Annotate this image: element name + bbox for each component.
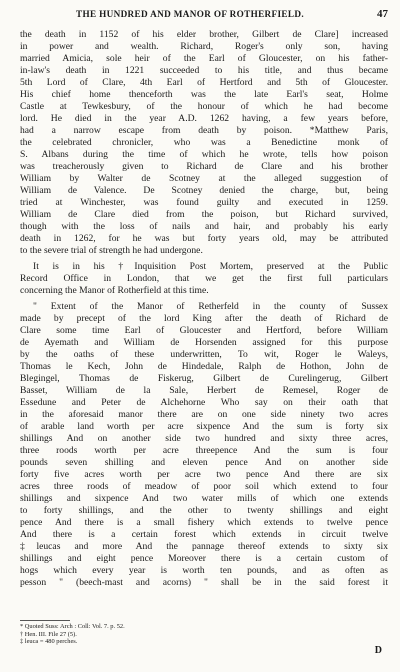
signature-mark: D bbox=[374, 645, 382, 656]
text-line: Record Office in London, that we get the first full particulars bbox=[20, 273, 388, 284]
text-line: His chief home thenceforth was the late Earl's seat, Holme bbox=[20, 89, 388, 100]
body-text bbox=[20, 29, 388, 589]
text-line: Clare some time Earl of Gloucester and Hertford, before William bbox=[20, 325, 388, 336]
text-line: though with the loss of nails and hair, and probably his early bbox=[20, 221, 388, 232]
text-line: shillings and sixpence And two water mills of which one extends bbox=[20, 493, 388, 504]
page-number: 47 bbox=[377, 8, 388, 20]
text-line: made by precept of the lord King after the death of Richard de bbox=[20, 313, 388, 324]
text-line: in-law's death in 1221 succeeded to his title, and thus became bbox=[20, 65, 388, 76]
text-line: was treacherously given to Richard de Clare and his brother bbox=[20, 161, 388, 172]
text-line: William de Valence. De Scotney denied the charge, but, being bbox=[20, 185, 388, 196]
text-line: shillings And on another side two hundred and sixty three acres, bbox=[20, 433, 388, 444]
text-line: lord. He died in the year A.D. 1262 having, a few years before, bbox=[20, 113, 388, 124]
text-line: ‡leucas and more And the pannage thereof extends to sixty six bbox=[20, 541, 388, 552]
text-line: Thomas le Kech, John de Hindedale, Ralph de Hothon, John de bbox=[20, 361, 388, 372]
text-line: forty five acres worth per acre two pence And there are six bbox=[20, 469, 388, 480]
text-line: to the severe trial of strength he had undergone. bbox=[20, 245, 203, 256]
text-line: three roods worth per acre threepence And the sum is four bbox=[20, 445, 388, 456]
footnote-leuca: ‡ leuca = 480 perches. bbox=[20, 638, 78, 645]
text-line: in the aforesaid manor there are on one side ninety two acres bbox=[20, 409, 388, 420]
footnote-inquisition: † Hen. III. File 27 (5). bbox=[20, 630, 77, 638]
text-line: And there is a certain forest which extends in circuit twelve bbox=[20, 529, 388, 540]
text-line: of arable land worth per acre sixpence And the sum is forty six bbox=[20, 421, 388, 432]
text-line: by the oaths of these underwritten, To wit, Roger le Waleys, bbox=[20, 349, 388, 360]
text-line: death in 1262, for he was but forty years old, may be attributed bbox=[20, 233, 388, 244]
text-line: It is in his †Inquisition Post Mortem, preserved at the Public bbox=[33, 261, 388, 272]
text-line: pesson " (beech-mast and acorns) " shall be in the said forest it bbox=[20, 577, 388, 588]
text-line: shillings and eight pence Moreover there is a certain custom of bbox=[20, 553, 388, 564]
paragraph-death-of-richard bbox=[20, 29, 388, 257]
text-line: Basset, William de la Sale, Herbert de Remesel, Roger de bbox=[20, 385, 388, 396]
text-line: pounds seven shilling and eleven pence And on another side bbox=[20, 457, 388, 468]
text-line: acres three roods of meadow of poor soil which extend to four bbox=[20, 481, 388, 492]
text-line: hogs which every year is worth ten pounds, and as often as bbox=[20, 565, 388, 576]
text-line: Castle at Tewkesbury, of the honour of which he had become bbox=[20, 101, 388, 112]
paragraph-extent-quotation bbox=[20, 301, 388, 589]
text-line: de Ayemath and William de Horsenden assigned for this purpose bbox=[20, 337, 388, 348]
footnotes bbox=[20, 623, 280, 646]
text-line: the celebrated chronicler, who was a Benedictine monk of bbox=[20, 137, 388, 148]
text-line: 5th Lord of Clare, 4th Earl of Hertford and 5th of Gloucester. bbox=[20, 77, 388, 88]
paragraph-inquisition bbox=[20, 261, 388, 297]
running-title: THE HUNDRED AND MANOR OF ROTHERFIELD. bbox=[76, 9, 305, 19]
text-line: S. Albans during the time of which he wrote, tells how poison bbox=[20, 149, 388, 160]
text-line: " Extent of the Manor of Retherfeld in the county of Sussex bbox=[33, 301, 388, 312]
text-line: concerning the Manor of Rotherfield at this time. bbox=[20, 285, 209, 296]
text-line: tried at Winchester, was found guilty and executed in 1259. bbox=[20, 197, 388, 208]
footnote-divider bbox=[20, 620, 70, 621]
text-line: married Amicia, sole heir of the Earl of Gloucester, on his father- bbox=[20, 53, 388, 64]
text-line: pence And there is a small fishery which extends to twelve pence bbox=[20, 517, 388, 528]
text-line: had a narrow escape from death by poison. *Matthew Paris, bbox=[20, 125, 388, 136]
text-line: Blegingel, Thomas de Fiskerug, Gilbert de Curelingerug, Gilbert bbox=[20, 373, 388, 384]
text-line: to forty shillings, and the other to twenty shillings and eight bbox=[20, 505, 388, 516]
text-line: in power and wealth. Richard, Roger's only son, having bbox=[20, 41, 388, 52]
text-line: William de Clare died from the poison, but Richard survived, bbox=[20, 209, 388, 220]
text-line: the death in 1152 of his elder brother, Gilbert de Clare] increased bbox=[20, 29, 388, 40]
text-line: Essedune and Peter de Alchehorne Who say on their oath that bbox=[20, 397, 388, 408]
text-line: William by Walter de Scotney at the alleged suggestion of bbox=[20, 173, 388, 184]
book-page bbox=[20, 0, 388, 672]
running-head bbox=[20, 9, 388, 23]
footnote-matthew-paris: * Quoted Suss: Arch : Coll: Vol. 7. p. 52. bbox=[20, 623, 125, 630]
